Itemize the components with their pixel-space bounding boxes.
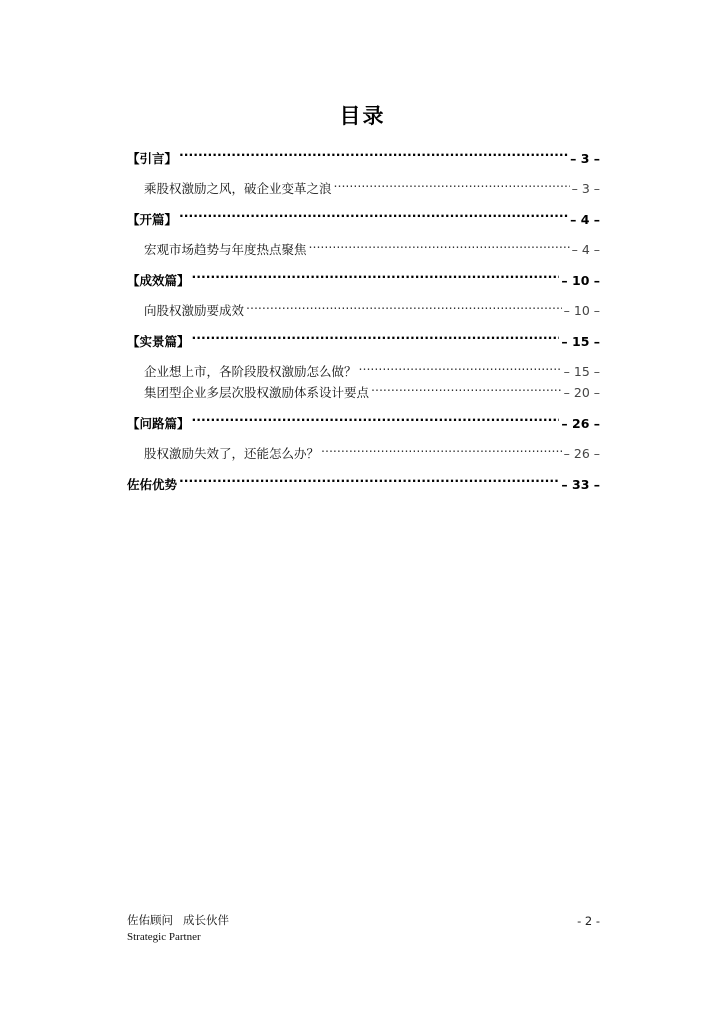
toc-entry-page: – 15 – xyxy=(561,334,600,349)
toc-entry-pathfinding[interactable] xyxy=(127,413,600,443)
toc-entry-page: – 26 – xyxy=(561,416,600,431)
toc-entry-page: – 33 – xyxy=(561,477,600,492)
toc-subentry[interactable] xyxy=(127,443,600,474)
toc-subentry[interactable] xyxy=(127,300,600,331)
toc-dot-leader xyxy=(371,385,562,398)
toc-entry-label: 佐佑优势 xyxy=(127,477,178,492)
footer-left xyxy=(127,912,239,946)
toc-entry-label: 【成效篇】 xyxy=(127,273,190,288)
toc-dot-leader xyxy=(179,151,568,164)
toc-dot-leader xyxy=(192,334,560,347)
toc-entry-results[interactable] xyxy=(127,270,600,300)
toc-entry-page: – 10 – xyxy=(561,273,600,288)
toc-entry-opening[interactable] xyxy=(127,209,600,239)
footer-tagline xyxy=(127,912,239,929)
toc-entry-label: 集团型企业多层次股权激励体系设计要点 xyxy=(144,385,370,400)
toc-dot-leader xyxy=(192,416,560,429)
toc-entry-page: – 15 – xyxy=(563,364,600,379)
toc-dot-leader xyxy=(359,364,562,377)
toc-entry-page: – 20 – xyxy=(563,385,600,400)
toc-entry-label: 乘股权激励之风，破企业变革之浪 xyxy=(144,181,332,196)
toc-entry-practice[interactable] xyxy=(127,331,600,361)
toc-entry-label: 【引言】 xyxy=(127,151,178,166)
toc-subentry[interactable] xyxy=(127,361,600,382)
toc-dot-leader xyxy=(192,273,560,286)
toc-entry-page: – 10 – xyxy=(563,303,600,318)
toc-dot-leader xyxy=(334,181,570,194)
toc-dot-leader xyxy=(179,212,568,225)
toc-entry-page: – 3 – xyxy=(570,151,600,166)
toc-entry-label: 宏观市场趋势与年度热点聚焦 xyxy=(144,242,307,257)
toc-entry-label: 向股权激励要成效 xyxy=(144,303,245,318)
footer-english: Strategic Partner xyxy=(127,931,201,943)
toc-entry-label: 股权激励失效了，还能怎么办？ xyxy=(144,446,320,461)
toc-subentry[interactable] xyxy=(127,382,600,413)
toc-entry-page: – 3 – xyxy=(571,181,600,196)
toc-title: 目录 xyxy=(339,104,386,128)
toc-entry-label: 【开篇】 xyxy=(127,212,178,227)
page-number: - 2 - xyxy=(577,914,600,928)
toc-dot-leader xyxy=(321,446,562,459)
toc-dot-leader xyxy=(246,303,562,316)
toc-entry-label: 【问路篇】 xyxy=(127,416,190,431)
toc-entry-label: 企业想上市，各阶段股权激励怎么做？ xyxy=(144,364,357,379)
toc-entry-page: – 26 – xyxy=(563,446,600,461)
toc-dot-leader xyxy=(179,477,559,490)
footer-slogan: 成长伙伴 xyxy=(183,913,229,927)
footer-company: 佐佑顾问 xyxy=(127,913,173,927)
toc-entry-page: – 4 – xyxy=(571,242,600,257)
toc-entry-advantages[interactable] xyxy=(127,474,600,504)
toc-subentry[interactable] xyxy=(127,178,600,209)
table-of-contents xyxy=(127,148,600,504)
toc-entry-intro[interactable] xyxy=(127,148,600,178)
toc-entry-page: – 4 – xyxy=(570,212,600,227)
toc-entry-label: 【实景篇】 xyxy=(127,334,190,349)
toc-dot-leader xyxy=(309,242,570,255)
toc-subentry[interactable] xyxy=(127,239,600,270)
